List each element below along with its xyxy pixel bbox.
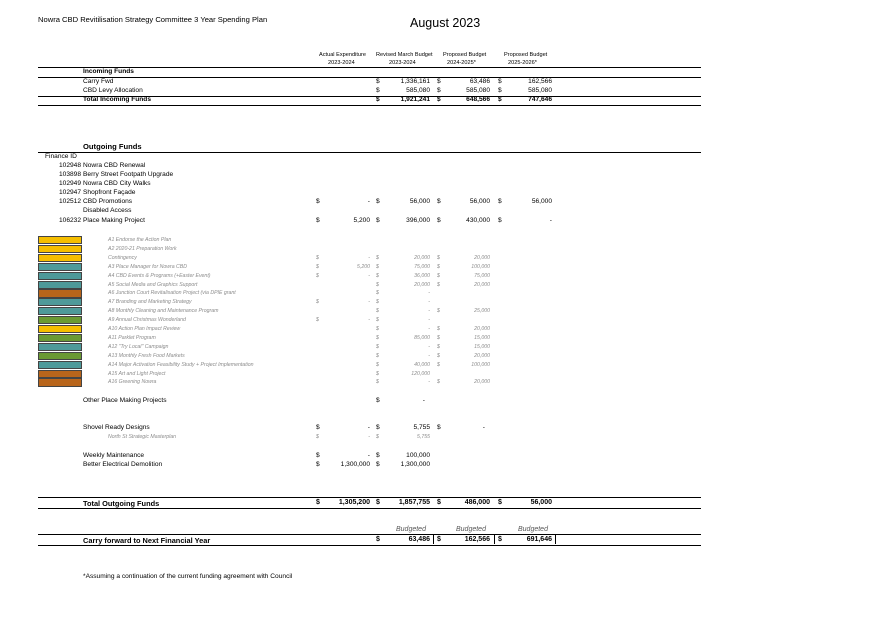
currency-symbol: $	[316, 317, 319, 324]
currency-symbol: $	[437, 361, 440, 368]
currency-symbol: $	[376, 281, 379, 288]
action-color-swatch	[38, 370, 82, 378]
finance-id: 102512	[58, 198, 81, 205]
value-col4: 56,000	[531, 198, 552, 205]
cell-border	[494, 535, 495, 544]
currency-symbol: $	[316, 424, 320, 431]
action-label: A16 Greening Nowra	[108, 379, 157, 386]
currency-symbol: $	[437, 535, 441, 543]
action-color-swatch	[38, 352, 82, 360]
report-date: August 2023	[410, 16, 481, 30]
currency-symbol: $	[376, 317, 379, 324]
col2-header-line1: Revised March Budget	[376, 52, 433, 58]
currency-symbol: $	[437, 326, 440, 332]
row-label: Better Electrical Demolition	[83, 461, 163, 468]
value-col1: -	[367, 198, 370, 205]
currency-symbol: $	[376, 424, 380, 431]
currency-symbol: $	[376, 352, 379, 359]
divider	[38, 508, 701, 509]
currency-symbol: $	[376, 308, 379, 315]
value-col4: 162,566	[528, 78, 552, 85]
value-col3: 56,000	[469, 198, 490, 205]
currency-symbol: $	[316, 461, 320, 468]
action-color-swatch	[38, 378, 82, 386]
action-value: 15,000	[474, 334, 490, 341]
currency-symbol: $	[437, 87, 441, 94]
action-color-swatch	[38, 307, 82, 315]
value-col1: 5,200	[353, 217, 370, 224]
currency-symbol: $	[437, 352, 440, 359]
value-col2: 100,000	[406, 452, 430, 459]
currency-symbol: $	[376, 370, 379, 377]
currency-symbol: $	[437, 498, 441, 506]
currency-symbol: $	[437, 424, 441, 431]
action-value: 85,000	[414, 334, 430, 341]
value-col2: 585,080	[406, 87, 430, 94]
value-col1: 1,305,200	[338, 498, 370, 506]
value-col2: -	[422, 397, 425, 404]
action-color-swatch	[38, 272, 82, 280]
currency-symbol: $	[437, 217, 441, 224]
action-value: 120,000	[411, 370, 430, 377]
project-name: Nowra CBD Renewal	[83, 162, 146, 169]
action-label: A7 Branding and Marketing Strategy	[108, 299, 192, 306]
action-value: -	[428, 299, 430, 306]
action-value: -	[428, 326, 430, 332]
action-value: 20,000	[474, 352, 490, 359]
action-value: 75,000	[474, 272, 490, 279]
value-col3: 486,000	[464, 498, 490, 506]
value-col2: 63,486	[408, 535, 430, 543]
action-label: A14 Major Activation Feasibility Study + Project Implementation	[108, 361, 254, 368]
finance-id: 102947	[58, 189, 81, 196]
outgoing-section-title: Outgoing Funds	[83, 142, 142, 151]
action-label: A10 Action Plan Impact Review	[108, 326, 181, 332]
value-col1: -	[367, 452, 370, 459]
action-label: A12 "Try Local" Campaign	[108, 343, 169, 350]
cell-border	[433, 535, 434, 544]
action-value: 100,000	[471, 263, 490, 270]
value-col4: 747,646	[528, 96, 552, 103]
currency-symbol: $	[376, 535, 380, 543]
value-col2: 396,000	[406, 217, 430, 224]
budgeted-label: Budgeted	[518, 526, 548, 533]
action-value: -	[368, 317, 370, 324]
action-color-swatch	[38, 245, 82, 253]
currency-symbol: $	[437, 272, 440, 279]
action-color-swatch	[38, 289, 82, 297]
row-label: Shovel Ready Designs	[83, 424, 150, 431]
value-col2: 1,857,755	[398, 498, 430, 506]
currency-symbol: $	[376, 299, 379, 306]
row-label: North St Strategic Masterplan	[108, 434, 177, 440]
currency-symbol: $	[376, 461, 380, 468]
currency-symbol: $	[316, 434, 319, 440]
finance-id: 106232	[58, 217, 81, 224]
project-name: Disabled Access	[83, 207, 132, 214]
currency-symbol: $	[437, 308, 440, 315]
action-value: -	[428, 379, 430, 386]
action-value: 20,000	[474, 379, 490, 386]
col3-header-line2: 2024-2025*	[447, 60, 476, 66]
col1-header-line2: 2023-2024	[328, 60, 355, 66]
currency-symbol: $	[316, 198, 320, 205]
value-col2: 1,300,000	[400, 461, 430, 468]
currency-symbol: $	[498, 217, 502, 224]
action-label: A2 2020-21 Preparation Work	[108, 245, 177, 252]
currency-symbol: $	[498, 78, 502, 85]
value-col4: 691,646	[526, 535, 552, 543]
budgeted-label: Budgeted	[396, 526, 426, 533]
currency-symbol: $	[437, 281, 440, 288]
currency-symbol: $	[316, 272, 319, 279]
action-value: 20,000	[414, 254, 430, 261]
value-col3: 430,000	[466, 217, 490, 224]
row-label: Carry Fwd	[83, 78, 114, 85]
currency-symbol: $	[376, 217, 380, 224]
action-color-swatch	[38, 263, 82, 271]
currency-symbol: $	[498, 198, 502, 205]
action-label: A4 CBD Events & Programs (+Easter Event)	[108, 272, 211, 279]
action-color-swatch	[38, 316, 82, 324]
row-label: CBD Levy Allocation	[83, 87, 143, 94]
currency-symbol: $	[498, 535, 502, 543]
currency-symbol: $	[316, 254, 319, 261]
divider	[38, 77, 701, 78]
action-label: A6 Junction Court Revitalisation Project (via DPIE grant	[108, 290, 236, 297]
total-label: Total Outgoing Funds	[83, 498, 160, 508]
currency-symbol: $	[498, 498, 502, 506]
value-col3: 63,486	[469, 78, 490, 85]
action-color-swatch	[38, 325, 82, 333]
currency-symbol: $	[316, 498, 320, 506]
currency-symbol: $	[376, 78, 380, 85]
action-label: Contingency	[108, 254, 137, 261]
currency-symbol: $	[376, 452, 380, 459]
currency-symbol: $	[316, 299, 319, 306]
action-value: 20,000	[414, 281, 430, 288]
action-value: -	[428, 317, 430, 324]
divider	[38, 152, 701, 153]
currency-symbol: $	[316, 217, 320, 224]
currency-symbol: $	[376, 397, 380, 404]
currency-symbol: $	[498, 96, 502, 103]
currency-symbol: $	[376, 379, 379, 386]
action-label: A5 Social Media and Graphics Support	[108, 281, 198, 288]
currency-symbol: $	[437, 379, 440, 386]
action-color-swatch	[38, 281, 82, 289]
currency-symbol: $	[498, 87, 502, 94]
currency-symbol: $	[437, 334, 440, 341]
action-value: -	[368, 272, 370, 279]
action-value: 20,000	[474, 281, 490, 288]
action-color-swatch	[38, 361, 82, 369]
col4-header-line1: Proposed Budget	[504, 52, 548, 58]
col3-header-line1: Proposed Budget	[443, 52, 487, 58]
currency-symbol: $	[437, 96, 441, 103]
action-value: -	[428, 343, 430, 350]
action-value: 25,000	[474, 308, 490, 315]
action-value: 5,200	[357, 263, 370, 270]
action-label: A13 Monthly Fresh Food Markets	[108, 352, 185, 359]
finance-id: 102948	[58, 162, 81, 169]
incoming-section-title: Incoming Funds	[83, 68, 134, 75]
currency-symbol: $	[376, 498, 380, 506]
value-col2: 5,755	[413, 424, 430, 431]
action-label: A11 Parklet Program	[108, 334, 156, 341]
project-name: CBD Promotions	[83, 198, 133, 205]
value-col4: 56,000	[530, 498, 552, 506]
col4-header-line2: 2025-2026*	[508, 60, 537, 66]
action-value: 15,000	[474, 343, 490, 350]
value-col1: -	[368, 434, 370, 440]
currency-symbol: $	[376, 361, 379, 368]
action-label: A15 Art and Light Project	[108, 370, 166, 377]
currency-symbol: $	[376, 434, 379, 440]
currency-symbol: $	[437, 263, 440, 270]
action-label: A3 Place Manager for Nowra CBD	[108, 263, 187, 270]
currency-symbol: $	[376, 343, 379, 350]
currency-symbol: $	[437, 198, 441, 205]
currency-symbol: $	[316, 263, 319, 270]
col2-header-line2: 2023-2024	[389, 60, 416, 66]
finance-id: 102949	[58, 180, 81, 187]
currency-symbol: $	[376, 334, 379, 341]
project-name: Place Making Project	[83, 217, 145, 224]
currency-symbol: $	[376, 272, 379, 279]
finance-id-label: Finance ID	[45, 153, 77, 160]
value-col3: -	[482, 424, 485, 431]
currency-symbol: $	[376, 254, 379, 261]
value-col1: 1,300,000	[340, 461, 370, 468]
value-col2: 1,921,241	[400, 96, 430, 103]
row-label: Weekly Maintenance	[83, 452, 145, 459]
project-name: Nowra CBD City Walks	[83, 180, 151, 187]
currency-symbol: $	[376, 198, 380, 205]
budgeted-label: Budgeted	[456, 526, 486, 533]
action-value: 75,000	[414, 263, 430, 270]
action-label: A8 Monthly Cleaning and Maintenance Program	[108, 308, 219, 315]
divider	[38, 545, 701, 546]
action-color-swatch	[38, 236, 82, 244]
currency-symbol: $	[316, 452, 320, 459]
cell-border	[555, 535, 556, 544]
currency-symbol: $	[376, 263, 379, 270]
footnote: *Assuming a continuation of the current funding agreement with Council	[83, 573, 293, 580]
value-col4: -	[549, 217, 552, 224]
divider	[38, 105, 701, 106]
action-color-swatch	[38, 334, 82, 342]
col1-header-line1: Actual Expenditure	[319, 52, 366, 58]
action-value: -	[428, 308, 430, 315]
action-label: A9 Annual Christmas Wonderland	[108, 317, 186, 324]
action-value: 40,000	[414, 361, 430, 368]
value-col4: 585,080	[528, 87, 552, 94]
action-color-swatch	[38, 343, 82, 351]
value-col3: 648,566	[466, 96, 490, 103]
divider	[38, 67, 701, 68]
action-value: -	[368, 299, 370, 306]
action-color-swatch	[38, 254, 82, 262]
carry-forward-label: Carry forward to Next Financial Year	[83, 535, 211, 545]
action-value: 20,000	[474, 254, 490, 261]
currency-symbol: $	[376, 290, 379, 297]
currency-symbol: $	[376, 87, 380, 94]
value-col2: 56,000	[409, 198, 430, 205]
action-label: A1 Endorse the Action Plan	[108, 237, 172, 243]
value-col2: 5,755	[417, 434, 430, 440]
action-value: 20,000	[474, 326, 490, 332]
value-col3: 585,080	[466, 87, 490, 94]
report-title: Nowra CBD Revitilisation Strategy Committee 3 Year Spending Plan	[38, 15, 268, 24]
action-value: -	[428, 352, 430, 359]
currency-symbol: $	[437, 254, 440, 261]
value-col2: 1,336,161	[400, 78, 430, 85]
action-color-swatch	[38, 298, 82, 306]
value-col1: -	[367, 424, 370, 431]
value-col3: 162,566	[464, 535, 490, 543]
currency-symbol: $	[376, 96, 380, 103]
project-name: Berry Street Footpath Upgrade	[83, 171, 174, 178]
currency-symbol: $	[437, 343, 440, 350]
currency-symbol: $	[437, 78, 441, 85]
total-label: Total Incoming Funds	[83, 96, 152, 103]
currency-symbol: $	[376, 326, 379, 332]
finance-id: 103898	[58, 171, 81, 178]
project-name: Shopfront Façade	[83, 189, 136, 196]
action-value: -	[428, 290, 430, 297]
action-value: 36,000	[414, 272, 430, 279]
other-place-making-label: Other Place Making Projects	[83, 397, 167, 404]
action-value: -	[368, 254, 370, 261]
action-value: 100,000	[471, 361, 490, 368]
